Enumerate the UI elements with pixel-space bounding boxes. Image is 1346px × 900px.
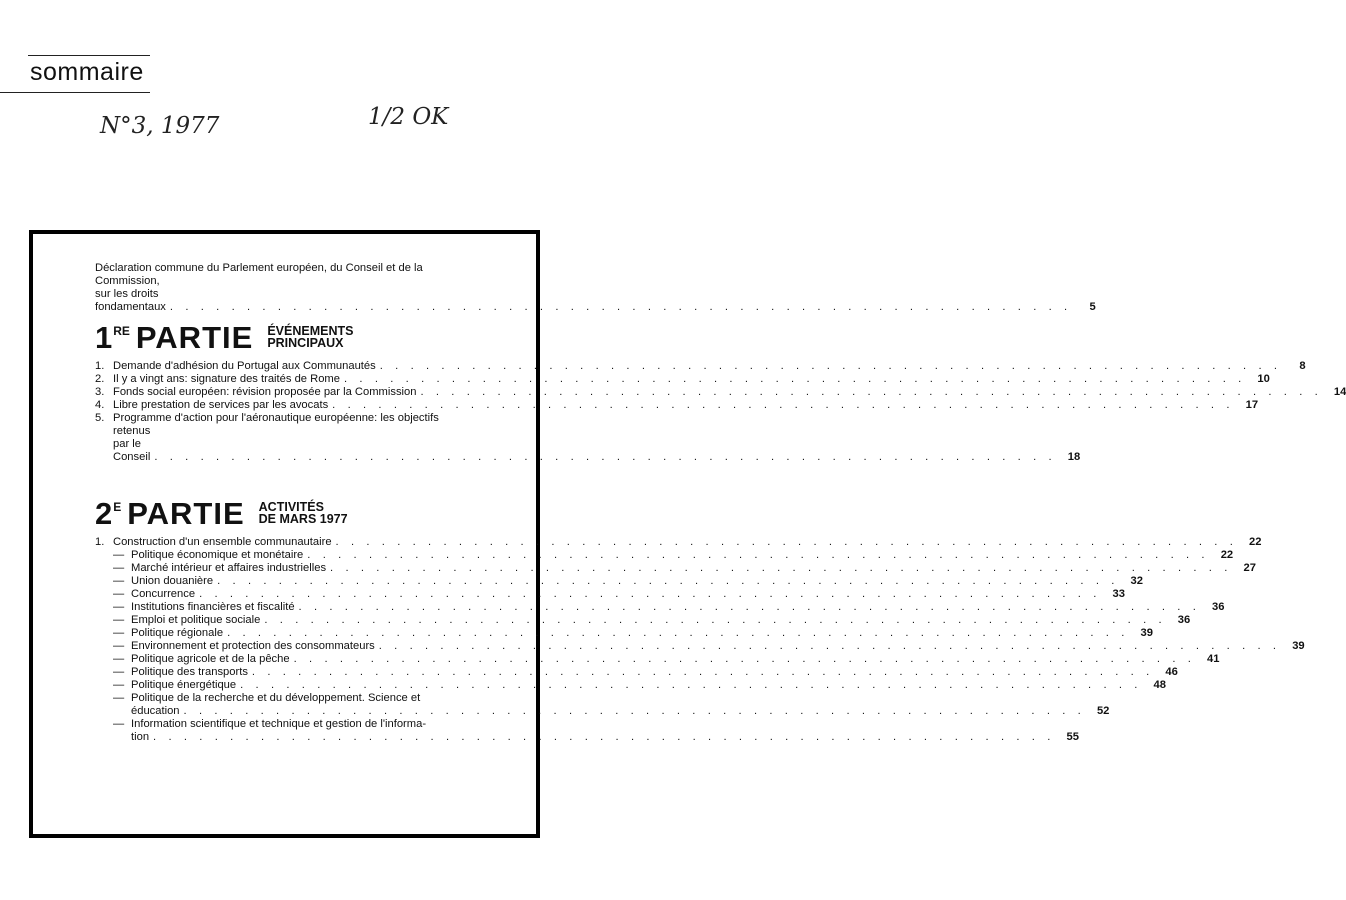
list-item[interactable] (95, 536, 1262, 549)
page-number: 14 (1333, 386, 1346, 398)
leader-dots: . . . . . . . . . . . . . . . . . . . . . . . . . . . . . . . . . . . . . . . . . . . . . . . . . . . . . . . . . . . (330, 562, 1232, 574)
item-label: Politique des transports (131, 666, 248, 678)
part2-sublist (95, 549, 1305, 744)
page-number: 27 (1243, 562, 1256, 574)
table-of-contents (95, 262, 1346, 744)
handwritten-pages-note: 1/2 OK (368, 104, 449, 130)
leader-dots: . . . . . . . . . . . . . . . . . . . . . . . . . . . . . . . . . . . . . . . . . . . . . . . . . . . . . . . . . . . (154, 451, 1057, 463)
list-item[interactable] (95, 399, 1259, 412)
page-number: 22 (1248, 536, 1262, 548)
part1-ordinal: RE (113, 324, 130, 338)
page-number: 48 (1153, 679, 1166, 691)
part2-ordinal: E (113, 500, 122, 514)
list-item[interactable] (113, 653, 1220, 666)
page-title: sommaire (30, 58, 144, 86)
item-label-line2: retenus par le Conseil (113, 425, 151, 463)
leader-dots: . . . . . . . . . . . . . . . . . . . . . . . . . . . . . . . . . . . . . . . . . . . . . . . . . . . . . . . . . . . (264, 614, 1167, 626)
dash-bullet: — (113, 562, 125, 574)
part2-number: 2 (95, 496, 113, 531)
item-label: Marché intérieur et affaires industrielles (131, 562, 327, 574)
leader-dots: . . . . . . . . . . . . . . . . . . . . . . . . . . . . . . . . . . . . . . . . . . . . . . . . . . . . . . . . . . . (335, 536, 1238, 548)
item-index: 4. (95, 399, 105, 411)
dash-bullet: — (113, 627, 125, 639)
leader-dots: . . . . . . . . . . . . . . . . . . . . . . . . . . . . . . . . . . . . . . . . . . . . . . . . . . . . . . . . . . . (332, 399, 1235, 411)
dash-bullet: — (113, 653, 125, 665)
leader-dots: . . . . . . . . . . . . . . . . . . . . . . . . . . . . . . . . . . . . . . . . . . . . . . . . . . . . . . . . . . . (240, 679, 1142, 691)
dash-bullet: — (113, 640, 125, 652)
part1-subtitle (267, 325, 353, 349)
item-label: Concurrence (131, 588, 196, 600)
item-label: Politique énergétique (131, 679, 237, 691)
item-label-line1: Politique de la recherche et du développement. Science et (131, 692, 421, 704)
part1-number: 1 (95, 320, 113, 355)
intro-entry[interactable] (95, 262, 1096, 314)
page-number: 39 (1292, 640, 1305, 652)
page-number: 46 (1165, 666, 1178, 678)
dash-bullet: — (113, 718, 125, 730)
list-item[interactable] (113, 562, 1256, 575)
list-item[interactable] (113, 640, 1305, 653)
leader-dots: . . . . . . . . . . . . . . . . . . . . . . . . . . . . . . . . . . . . . . . . . . . . . . . . . . . . . . . . . . . (293, 653, 1196, 665)
leader-dots: . . . . . . . . . . . . . . . . . . . . . . . . . . . . . . . . . . . . . . . . . . . . . . . . . . . . . . . . . . . (199, 588, 1101, 600)
page-number: 41 (1207, 653, 1220, 665)
list-item[interactable] (95, 360, 1306, 373)
header-rule-top (28, 55, 150, 56)
page-number: 17 (1245, 399, 1259, 411)
intro-text-line2: Commission, sur les droits fondamentaux (95, 275, 166, 313)
dash-bullet: — (113, 666, 125, 678)
leader-dots: . . . . . . . . . . . . . . . . . . . . . . . . . . . . . . . . . . . . . . . . . . . . . . . . . . . . . . . . . . . (227, 627, 1129, 639)
list-item[interactable] (113, 627, 1153, 640)
list-item[interactable] (95, 386, 1346, 399)
part2-subtitle (259, 501, 348, 525)
list-item[interactable] (113, 575, 1143, 588)
part2-heading (95, 496, 485, 531)
part2-subtitle-line1: ACTIVITÉS (258, 500, 324, 514)
page-number: 36 (1177, 614, 1191, 626)
dash-bullet: — (113, 549, 125, 561)
leader-dots: . . . . . . . . . . . . . . . . . . . . . . . . . . . . . . . . . . . . . . . . . . . . . . . . . . . . . . . . . . . (420, 386, 1323, 398)
contents-frame (29, 230, 1346, 838)
dash-bullet: — (113, 614, 125, 626)
part2-subtitle-line2: DE MARS 1977 (258, 512, 348, 526)
page-number: 8 (1299, 360, 1306, 372)
leader-dots: . . . . . . . . . . . . . . . . . . . . . . . . . . . . . . . . . . . . . . . . . . . . . . . . . . . . . . . . . . . (183, 705, 1086, 717)
page-number: 39 (1140, 627, 1153, 639)
list-item[interactable] (113, 718, 1079, 744)
item-label: Il y a vingt ans: signature des traités de Rome (113, 373, 340, 385)
part1-subtitle-line1: ÉVÉNEMENTS (267, 324, 354, 338)
page-number: 5 (1089, 301, 1096, 313)
header-rule-bottom (0, 92, 150, 93)
item-label: Environnement et protection des consommateurs (131, 640, 375, 652)
leader-dots: . . . . . . . . . . . . . . . . . . . . . . . . . . . . . . . . . . . . . . . . . . . . . . . . . . . . . . . . . . . (217, 575, 1119, 587)
page-number: 32 (1130, 575, 1143, 587)
dash-bullet: — (113, 601, 125, 613)
leader-dots: . . . . . . . . . . . . . . . . . . . . . . . . . . . . . . . . . . . . . . . . . . . . . . . . . . . . . . . . . . . (379, 360, 1282, 372)
part2-list (95, 536, 1262, 549)
item-label-line2: éducation (131, 705, 180, 717)
leader-dots: . . . . . . . . . . . . . . . . . . . . . . . . . . . . . . . . . . . . . . . . . . . . . . . . . . . . . . . . . . . (307, 549, 1210, 561)
intro-text-line1: Déclaration commune du Parlement européen, du Conseil et de la (95, 262, 423, 274)
page-number: 10 (1257, 373, 1270, 385)
page-number: 36 (1211, 601, 1225, 613)
page-number: 33 (1112, 588, 1125, 600)
item-label: Institutions financières et fiscalité (131, 601, 295, 613)
item-label-line2: tion (131, 731, 150, 743)
leader-dots: . . . . . . . . . . . . . . . . . . . . . . . . . . . . . . . . . . . . . . . . . . . . . . . . . . . . . . . . . . . (343, 373, 1246, 385)
item-label: Union douanière (131, 575, 214, 587)
list-item[interactable] (95, 412, 1081, 464)
page-number: 22 (1220, 549, 1234, 561)
dash-bullet: — (113, 588, 125, 600)
leader-dots: . . . . . . . . . . . . . . . . . . . . . . . . . . . . . . . . . . . . . . . . . . . . . . . . . . . . . . . . . . . (169, 301, 1072, 313)
item-label: Construction d'un ensemble communautaire (113, 536, 332, 548)
item-label-line1: Information scientifique et technique et gestion de l'informa- (131, 718, 427, 730)
leader-dots: . . . . . . . . . . . . . . . . . . . . . . . . . . . . . . . . . . . . . . . . . . . . . . . . . . . . . . . . . . . (251, 666, 1154, 678)
page-number: 18 (1067, 451, 1081, 463)
list-item[interactable] (113, 666, 1178, 679)
item-index: 3. (95, 386, 105, 398)
list-item[interactable] (113, 549, 1234, 562)
list-item[interactable] (113, 614, 1191, 627)
page-number: 55 (1066, 731, 1079, 743)
item-label-line1: Programme d'action pour l'aéronautique européenne: les objectifs (113, 412, 439, 424)
item-index: 2. (95, 373, 105, 385)
dash-bullet: — (113, 692, 125, 704)
item-label: Fonds social européen: révision proposée par la Commission (113, 386, 417, 398)
item-label: Politique régionale (131, 627, 224, 639)
dash-bullet: — (113, 575, 125, 587)
page-number: 52 (1096, 705, 1110, 717)
item-label: Demande d'adhésion du Portugal aux Communautés (113, 360, 376, 372)
leader-dots: . . . . . . . . . . . . . . . . . . . . . . . . . . . . . . . . . . . . . . . . . . . . . . . . . . . . . . . . . . . (298, 601, 1201, 613)
item-label: Libre prestation de services par les avocats (113, 399, 329, 411)
leader-dots: . . . . . . . . . . . . . . . . . . . . . . . . . . . . . . . . . . . . . . . . . . . . . . . . . . . . . . . . . . . (153, 731, 1055, 743)
item-index: 1. (95, 536, 105, 548)
part1-subtitle-line2: PRINCIPAUX (267, 336, 344, 350)
part1-heading (95, 320, 485, 355)
list-item[interactable] (113, 601, 1225, 614)
list-item[interactable] (95, 373, 1270, 386)
item-index: 1. (95, 360, 105, 372)
list-item[interactable] (113, 692, 1110, 718)
item-label: Politique agricole et de la pêche (131, 653, 290, 665)
list-item[interactable] (113, 679, 1166, 692)
part1-list (95, 360, 1346, 464)
item-index: 5. (95, 412, 105, 424)
leader-dots: . . . . . . . . . . . . . . . . . . . . . . . . . . . . . . . . . . . . . . . . . . . . . . . . . . . . . . . . . . . (378, 640, 1281, 652)
list-item[interactable] (113, 588, 1125, 601)
item-label: Politique économique et monétaire (131, 549, 304, 561)
part2-word: PARTIE (127, 496, 245, 531)
part1-word: PARTIE (135, 320, 254, 355)
item-label: Emploi et politique sociale (131, 614, 261, 626)
handwritten-issue-note: N°3, 1977 (100, 113, 220, 139)
dash-bullet: — (113, 679, 125, 691)
